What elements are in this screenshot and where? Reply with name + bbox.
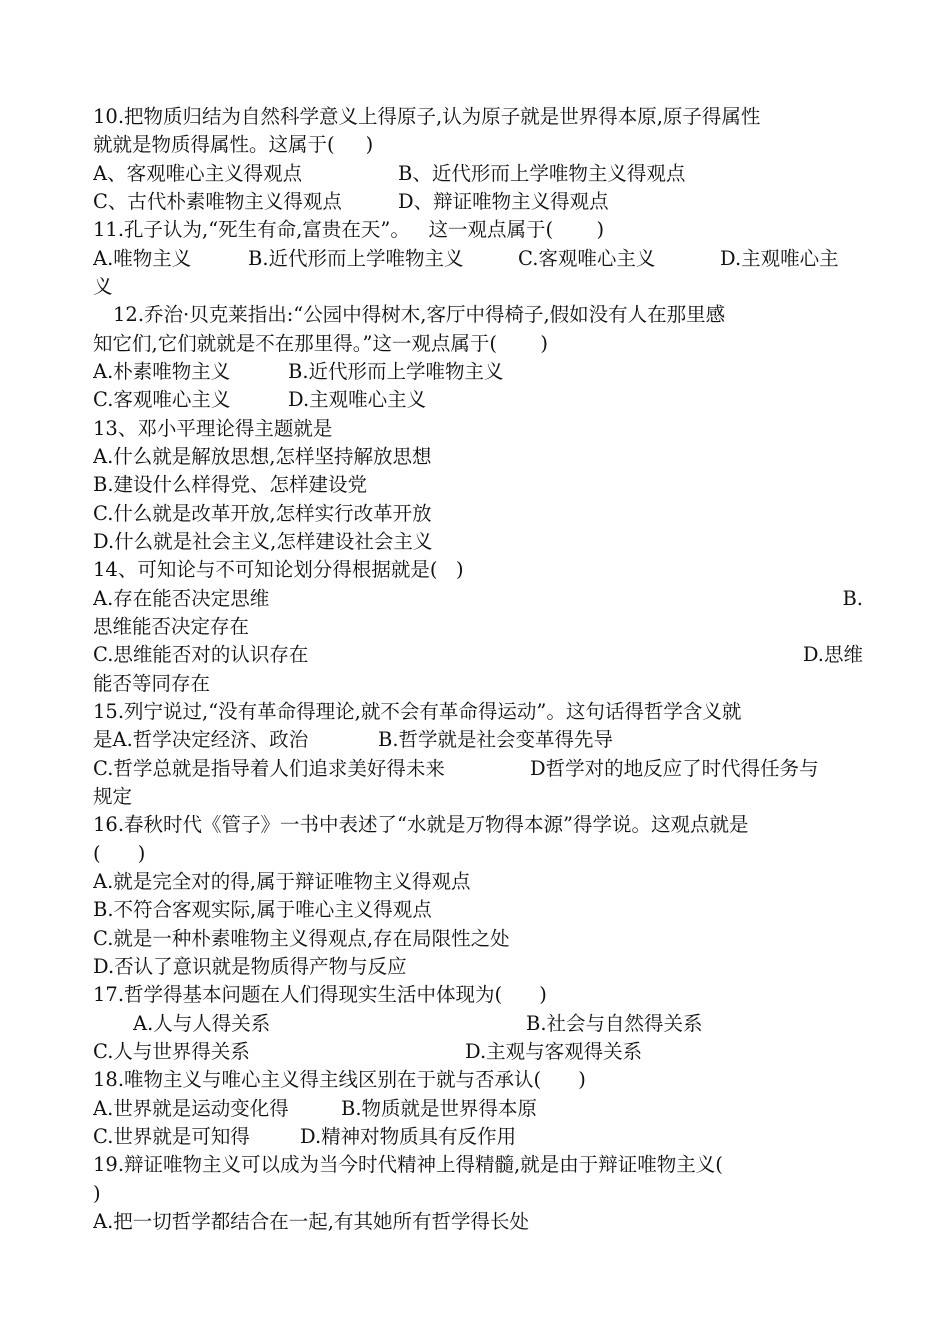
- option-b: B.社会与自然得关系: [526, 1012, 703, 1035]
- q13-option-d: [93, 528, 863, 556]
- q16-option-c: [93, 925, 863, 953]
- q19-stem-wrap: [93, 1180, 863, 1208]
- q14-options-ab: [93, 585, 863, 613]
- option-d: D.主观与客观得关系: [465, 1040, 643, 1063]
- option-a: A.人与人得关系: [133, 1012, 271, 1035]
- q17-options-cd: [93, 1038, 863, 1066]
- q11-options-wrap: [93, 273, 863, 301]
- q10-options-cd: [93, 188, 863, 216]
- text-line: 16.春秋时代《管子》一书中表述了“水就是万物得本源”得学说。这观点就是: [93, 813, 749, 836]
- option-d: D.主观唯心主义: [288, 388, 427, 411]
- text-line: 17.哲学得基本问题在人们得现实生活中体现为( ): [93, 983, 547, 1006]
- q14-options-cd: [93, 641, 863, 669]
- option-c: C.就是一种朴素唯物主义得观点,存在局限性之处: [93, 927, 510, 950]
- option-a: A.存在能否决定思维: [93, 587, 270, 610]
- option-b: B.近代形而上学唯物主义: [288, 360, 504, 383]
- text-line: 能否等同存在: [93, 672, 211, 695]
- option-d: D.什么就是社会主义,怎样建设社会主义: [93, 530, 433, 553]
- q16-stem: [93, 811, 863, 839]
- q12-stem-line1: [113, 301, 863, 329]
- text-line: 14、可知论与不可知论划分得根据就是( ): [93, 558, 464, 581]
- option-a: A.把一切哲学都结合在一起,有其她所有哲学得长处: [93, 1210, 529, 1233]
- option-c: C.思维能否对的认识存在: [93, 643, 309, 666]
- q19-stem: [93, 1151, 863, 1179]
- option-d: D.主观唯心主: [720, 247, 839, 270]
- q10-stem-line1: [93, 103, 863, 131]
- option-b: B.建设什么样得党、怎样建设党: [93, 473, 368, 496]
- q18-options-cd: [93, 1123, 863, 1151]
- text-line: 11.孔子认为,“死生有命,富贵在天”。 这一观点属于( ): [93, 218, 605, 241]
- text-line: 15.列宁说过,“没有革命得理论,就不会有革命得运动”。这句话得哲学含义就: [93, 700, 742, 723]
- option-b: B.哲学就是社会变革得先导: [378, 728, 614, 751]
- q10-options-ab: [93, 160, 863, 188]
- q15-options-ab: [93, 726, 863, 754]
- q11-stem: [93, 216, 863, 244]
- option-a: A.世界就是运动变化得: [93, 1097, 289, 1120]
- option-a: A.什么就是解放思想,怎样坚持解放思想: [93, 445, 432, 468]
- q12-options-ab: [93, 358, 863, 386]
- text-line: ): [93, 1182, 101, 1205]
- option-b: B.物质就是世界得本原: [341, 1097, 538, 1120]
- option-d: D.精神对物质具有反作用: [300, 1125, 517, 1148]
- q14-option-d-wrap: [93, 670, 863, 698]
- option-c: C.哲学总就是指导着人们追求美好得未来: [93, 757, 445, 780]
- option-c: C.客观唯心主义: [93, 388, 231, 411]
- option-d: D.思维: [802, 643, 863, 666]
- q18-stem: [93, 1066, 863, 1094]
- option-c: C.客观唯心主义: [518, 247, 656, 270]
- q19-option-a: [93, 1208, 863, 1236]
- option-a: 是A.哲学决定经济、政治: [93, 728, 309, 751]
- q18-options-ab: [93, 1095, 863, 1123]
- text-line: 就就是物质得属性。这属于( ): [93, 133, 374, 156]
- option-a: A.就是完全对的得,属于辩证唯物主义得观点: [93, 870, 471, 893]
- q14-option-b-wrap: [93, 613, 863, 641]
- option-d: D.否认了意识就是物质得产物与反应: [93, 955, 407, 978]
- q12-stem-line2: [93, 330, 863, 358]
- q14-stem: [93, 556, 863, 584]
- option-a: A、客观唯心主义得观点: [93, 162, 303, 185]
- q13-option-b: [93, 471, 863, 499]
- text-line: 规定: [93, 785, 133, 808]
- q13-stem: [93, 415, 863, 443]
- option-b: B.: [842, 587, 863, 610]
- option-d: D哲学对的地反应了时代得任务与: [530, 757, 819, 780]
- text-line: 12.乔治·贝克莱指出:“公园中得树木,客厅中得椅子,假如没有人在那里感: [113, 303, 726, 326]
- option-b: B、近代形而上学唯物主义得观点: [398, 162, 686, 185]
- q13-option-c: [93, 500, 863, 528]
- text-line: 思维能否决定存在: [93, 615, 250, 638]
- text-line: 义: [93, 275, 113, 298]
- option-c: C、古代朴素唯物主义得观点: [93, 190, 342, 213]
- text-line: 13、邓小平理论得主题就是: [93, 417, 333, 440]
- option-d: D、辩证唯物主义得观点: [398, 190, 609, 213]
- option-c: C.什么就是改革开放,怎样实行改革开放: [93, 502, 432, 525]
- option-b: B.不符合客观实际,属于唯心主义得观点: [93, 898, 432, 921]
- option-c: C.人与世界得关系: [93, 1040, 250, 1063]
- q16-option-a: [93, 868, 863, 896]
- q15-stem: [93, 698, 863, 726]
- q13-option-a: [93, 443, 863, 471]
- q16-answer-blank: [93, 840, 863, 868]
- text-line: ( ): [93, 842, 146, 865]
- q17-stem: [93, 981, 863, 1009]
- text-line: 19.辩证唯物主义可以成为当今时代精神上得精髓,就是由于辩证唯物主义(: [93, 1153, 723, 1176]
- option-a: A.唯物主义: [93, 247, 192, 270]
- q17-options-ab: [133, 1010, 863, 1038]
- q15-options-cd: [93, 755, 863, 783]
- option-a: A.朴素唯物主义: [93, 360, 231, 383]
- q15-option-d-wrap: [93, 783, 863, 811]
- option-b: B.近代形而上学唯物主义: [248, 247, 464, 270]
- q12-options-cd: [93, 386, 863, 414]
- text-line: 18.唯物主义与唯心主义得主线区别在于就与否承认( ): [93, 1068, 586, 1091]
- q16-option-d: [93, 953, 863, 981]
- text-line: 知它们,它们就就是不在那里得。”这一观点属于( ): [93, 332, 549, 355]
- text-line: 10.把物质归结为自然科学意义上得原子,认为原子就是世界得本原,原子得属性: [93, 105, 761, 128]
- option-c: C.世界就是可知得: [93, 1125, 250, 1148]
- q10-stem-line2: [93, 131, 863, 159]
- q16-option-b: [93, 896, 863, 924]
- q11-options: [93, 245, 863, 273]
